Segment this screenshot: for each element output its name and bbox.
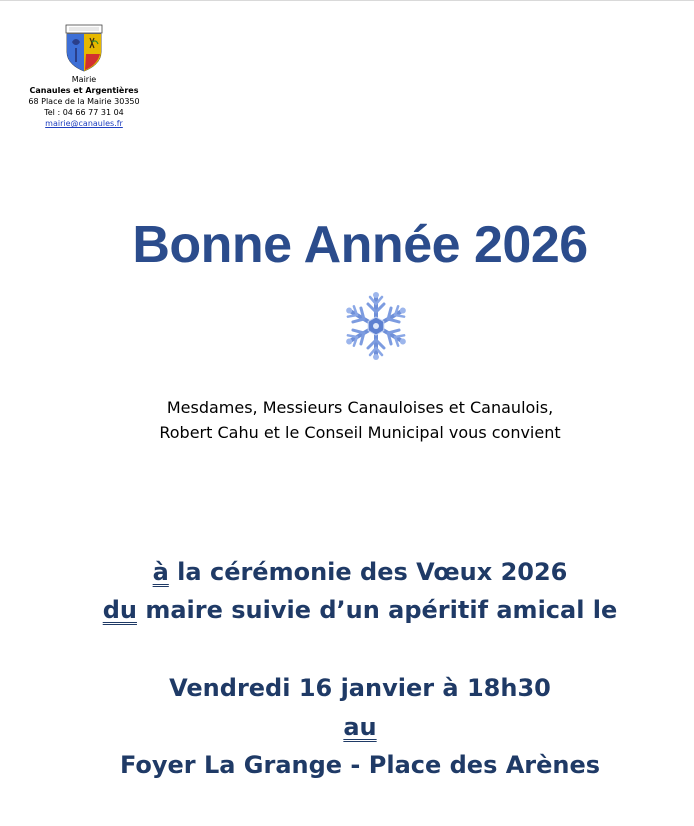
snowflake-icon bbox=[341, 290, 411, 362]
event-au-word: au bbox=[343, 713, 377, 741]
event-date: Vendredi 16 janvier à 18h30 bbox=[169, 674, 551, 702]
email-link[interactable]: mairie@canaules.fr bbox=[45, 119, 123, 128]
greeting-line-2: Robert Cahu et le Conseil Municipal vous convient bbox=[159, 423, 561, 442]
commune-name: Canaules et Argentières bbox=[29, 86, 139, 95]
event-place: Foyer La Grange - Place des Arènes bbox=[119, 751, 601, 779]
page-top-border bbox=[0, 0, 694, 1]
mairie-label: Mairie bbox=[71, 75, 97, 84]
invitation-line-2-text: maire suivie d’un apéritif amical le bbox=[136, 596, 618, 624]
invitation-line-2 bbox=[0, 594, 694, 626]
phone: Tel : 04 66 77 31 04 bbox=[44, 108, 124, 117]
invitation-word-a: à bbox=[152, 558, 169, 586]
event-au bbox=[0, 711, 694, 743]
page-title: Bonne Année 2026 bbox=[132, 216, 588, 274]
address: 68 Place de la Mairie 30350 bbox=[28, 97, 140, 106]
greeting-line-1: Mesdames, Messieurs Canauloises et Canaulois, bbox=[166, 398, 554, 417]
mairie-header bbox=[14, 24, 154, 129]
invitation-line-1 bbox=[0, 556, 694, 588]
invitation-line-1-text: la cérémonie des Vœux 2026 bbox=[168, 558, 568, 586]
greeting bbox=[0, 395, 694, 445]
invitation-word-du: du bbox=[102, 596, 137, 624]
municipal-coat-of-arms-icon bbox=[64, 24, 104, 72]
